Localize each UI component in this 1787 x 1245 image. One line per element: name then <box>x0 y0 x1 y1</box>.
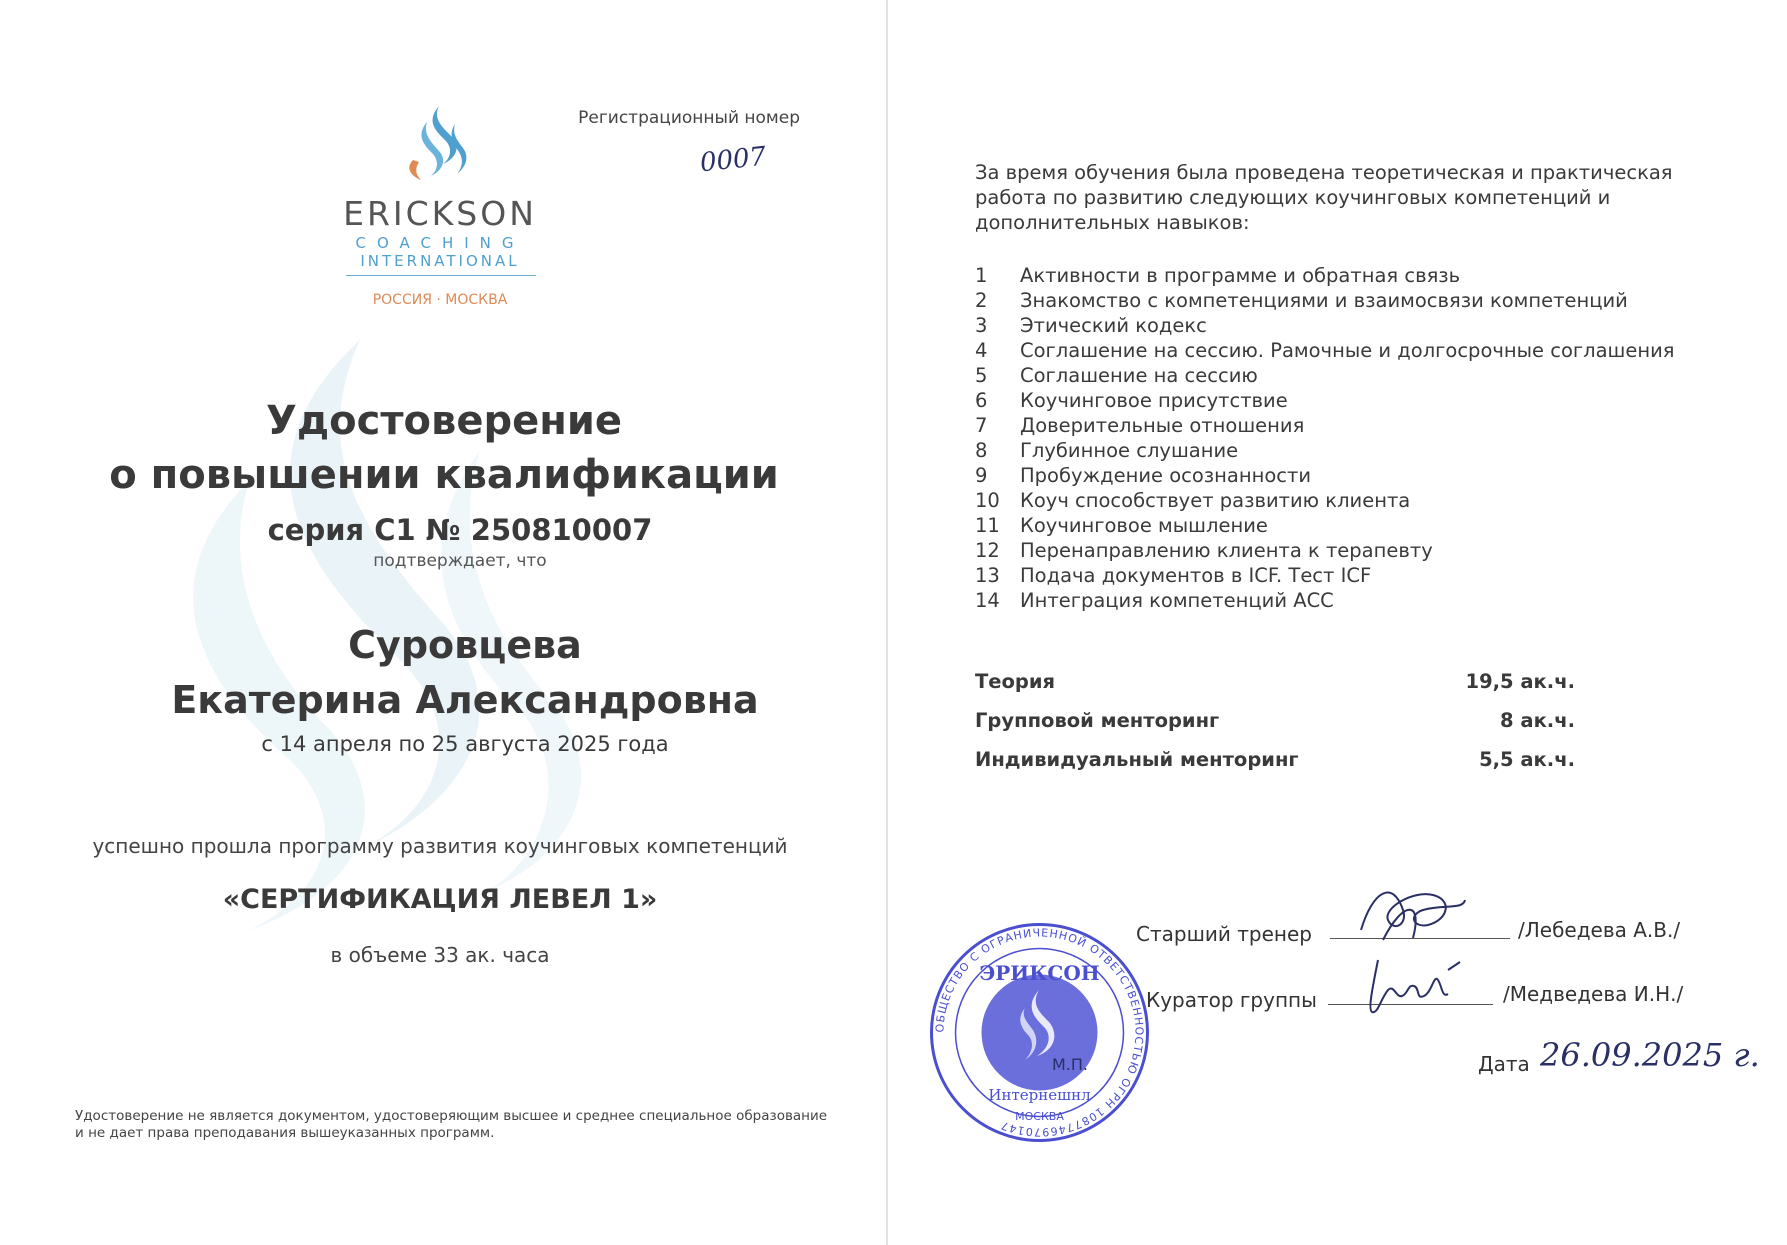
list-item <box>975 314 1755 339</box>
stamp-ring-text: ОБЩЕСТВО С ОГРАНИЧЕННОЙ ОТВЕТСТВЕННОСТЬЮ ОГРН 1087746970147 <box>933 926 1146 1139</box>
registration-label: Регистрационный номер <box>578 108 800 128</box>
list-item <box>975 464 1755 489</box>
item-number: 6 <box>975 389 988 412</box>
item-text: Перенаправлению клиента к терапевту <box>1020 539 1433 562</box>
stamp-sub: Интернешнл <box>988 1086 1091 1104</box>
list-item <box>975 539 1755 564</box>
registration-number: 0007 <box>698 141 768 179</box>
completion-text: успешно прошла программу развития коучинговых компетенций <box>92 834 788 858</box>
hours-label: Индивидуальный менторинг <box>975 748 1299 771</box>
brand-line-coaching: COACHING <box>355 234 525 252</box>
list-item <box>975 289 1755 314</box>
item-number: 2 <box>975 289 988 312</box>
brand-name: ERICKSON <box>343 194 537 233</box>
hours-label: Групповой менторинг <box>975 709 1220 732</box>
item-number: 4 <box>975 339 988 362</box>
hours-value: 19,5 ак.ч. <box>1465 670 1575 693</box>
item-number: 1 <box>975 264 988 287</box>
brand-divider <box>346 275 536 276</box>
item-text: Интеграция компетенций АСС <box>1020 589 1334 612</box>
item-number: 11 <box>975 514 1000 537</box>
confirms-text: подтверждает, что <box>373 551 547 571</box>
hours-row-theory <box>975 670 1575 709</box>
item-text: Коучинговое присутствие <box>1020 389 1288 412</box>
certificate-front-page <box>0 0 888 1245</box>
item-text: Соглашение на сессию <box>1020 364 1258 387</box>
hours-value: 5,5 ак.ч. <box>1479 748 1575 771</box>
organization-stamp <box>927 920 1152 1145</box>
competencies-intro: За время обучения была проведена теоретическая и практическая работа по развитию следующих коучинговых компетенций и дополнительных навыков: <box>975 161 1673 234</box>
item-text: Подача документов в ICF. Тест ICF <box>1020 564 1372 587</box>
hours-value: 8 ак.ч. <box>1500 709 1575 732</box>
brand-line-international: INTERNATIONAL <box>360 252 520 270</box>
program-name: «СЕРТИФИКАЦИЯ ЛЕВЕЛ 1» <box>222 884 658 915</box>
list-item <box>975 589 1755 614</box>
trainer-signature <box>1353 870 1473 950</box>
item-number: 5 <box>975 364 988 387</box>
item-number: 13 <box>975 564 1000 587</box>
item-text: Активности в программе и обратная связь <box>1020 264 1461 287</box>
item-number: 3 <box>975 314 988 337</box>
curator-name: /Медведева И.Н./ <box>1503 982 1684 1006</box>
list-item <box>975 389 1755 414</box>
item-number: 10 <box>975 489 1000 512</box>
item-number: 7 <box>975 414 988 437</box>
holder-surname: Суровцева <box>348 623 582 667</box>
curator-label: Куратор группы <box>1146 988 1317 1012</box>
list-item <box>975 564 1755 589</box>
list-item <box>975 264 1755 289</box>
certificate-series: серия С1 № 250810007 <box>267 513 653 547</box>
item-number: 14 <box>975 589 1000 612</box>
program-volume: в объеме 33 ак. часа <box>330 943 550 967</box>
holder-given-names: Екатерина Александровна <box>171 678 759 722</box>
stamp-city: МОСКВА <box>1015 1110 1064 1123</box>
disclaimer-note: Удостоверение не является документом, удостоверяющим высшее и среднее специальное образование и не дает права преподавания вышеуказанных программ. <box>75 1108 828 1141</box>
item-text: Знакомство с компетенциями и взаимосвязи компетенций <box>1020 289 1628 312</box>
item-text: Коучинговое мышление <box>1020 514 1268 537</box>
certificate-back-page <box>888 0 1787 1245</box>
stamp-name: ЭРИКСОН <box>979 961 1100 985</box>
curator-signature <box>1358 950 1468 1030</box>
list-item <box>975 339 1755 364</box>
date-label: Дата <box>1478 1052 1530 1076</box>
hours-row-group-mentoring <box>975 709 1575 748</box>
certificate-subtitle: о повышении квалификации <box>109 452 779 498</box>
erickson-flame-logo-icon <box>395 104 485 194</box>
trainer-name: /Лебедева А.В./ <box>1518 918 1681 942</box>
trainer-label: Старший тренер <box>1136 922 1312 946</box>
list-item <box>975 489 1755 514</box>
item-text: Пробуждение осознанности <box>1020 464 1312 487</box>
seal-place-mark: М.П. <box>1052 1055 1089 1074</box>
hours-label: Теория <box>975 670 1056 693</box>
item-number: 8 <box>975 439 988 462</box>
item-text: Этический кодекс <box>1020 314 1207 337</box>
competencies-list <box>975 264 1755 614</box>
hours-row-individual-mentoring <box>975 748 1575 787</box>
hours-summary <box>975 670 1575 787</box>
list-item <box>975 414 1755 439</box>
issue-date: 26.09.2025 г. <box>1540 1036 1760 1074</box>
list-item <box>975 439 1755 464</box>
item-text: Соглашение на сессию. Рамочные и долгосрочные соглашения <box>1020 339 1675 362</box>
study-period: с 14 апреля по 25 августа 2025 года <box>261 732 669 756</box>
item-text: Доверительные отношения <box>1020 414 1305 437</box>
list-item <box>975 364 1755 389</box>
item-text: Коуч способствует развитию клиента <box>1020 489 1411 512</box>
brand-location: РОССИЯ · МОСКВА <box>372 292 508 308</box>
item-text: Глубинное слушание <box>1020 439 1239 462</box>
item-number: 9 <box>975 464 988 487</box>
list-item <box>975 514 1755 539</box>
certificate-title: Удостоверение <box>266 398 622 444</box>
item-number: 12 <box>975 539 1000 562</box>
